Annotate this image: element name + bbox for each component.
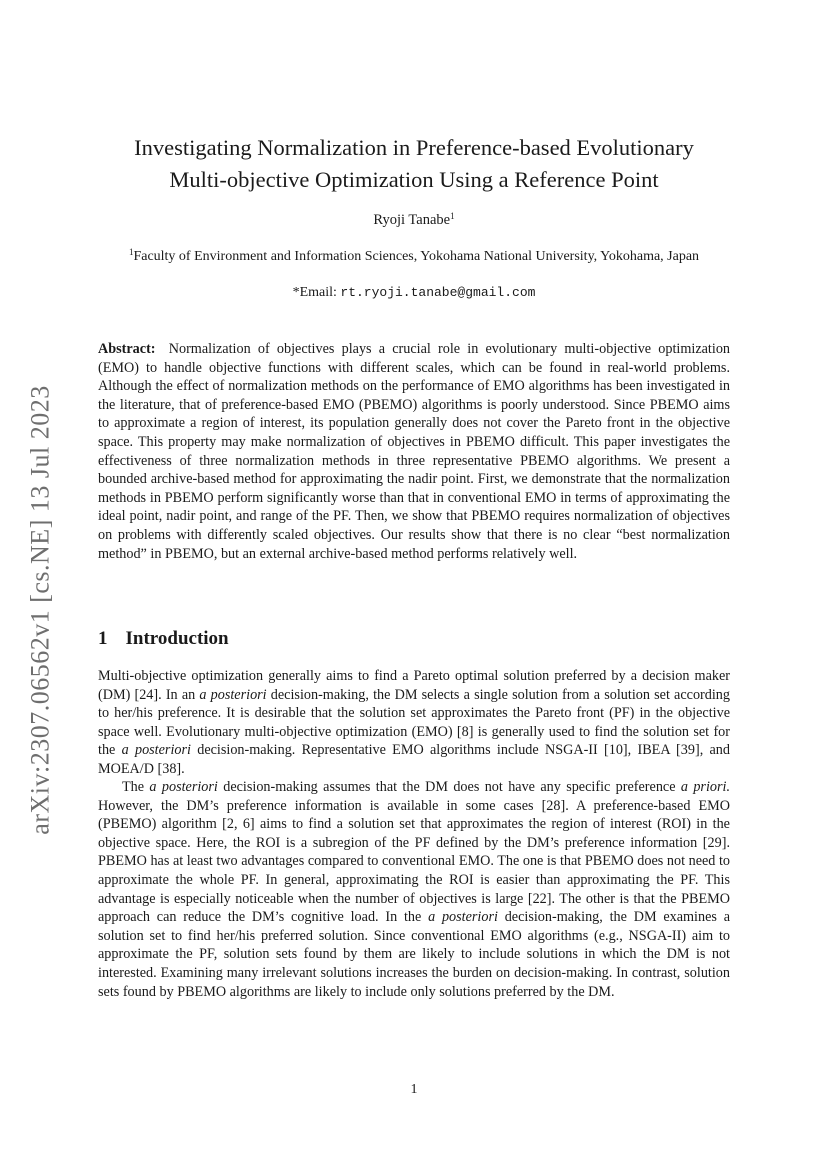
- email-prefix: *Email:: [292, 285, 341, 300]
- intro-paragraph-1: [98, 667, 730, 779]
- affiliation-mark: 1: [128, 247, 134, 257]
- title-line-2: Multi-objective Optimization Using a Reference Point: [169, 167, 659, 192]
- intro-p2-text: However, the DM’s preference information is available in some cases [28]. A preference-based EMO (PBEMO) algorithm [2, 6] aims to find a solution set that approximates the region of interest (ROI) in the objective space. Here, the ROI is a subregion of the PF defined by the DM’s preference information [29]. PBEMO has at least two advantages compared to conventional EMO. The one is that PBEMO does not need to approximate the whole PF. In general, approximating the ROI is easier than approximating the PF. This advantage is especially noticeable when the number of objectives is large [22]. The other is that the PBEMO approach can reduce the DM’s cognitive load. In the: [98, 797, 730, 926]
- intro-p1-text: decision-making, the DM selects a single solution from a solution set according to her/his preference. It is desirable that the solution set approximates the Pareto front (PF) in the objective space well. Evolutionary multi-objective optimization (EMO) [8] is generally used to find the solution set for the: [98, 686, 730, 759]
- intro-p2-emphasis: a priori.: [680, 779, 730, 795]
- abstract-label: Abstract:: [98, 341, 156, 357]
- abstract: [98, 340, 730, 563]
- intro-p2-text: decision-making, the DM examines a solution set to find her/his preferred solution. Since conventional EMO algorithms (e.g., NSGA-II) aim to approximate the PF, solution sets found by them are likely to include solutions in which the DM is not interested. Examining many irrelevant solutions increases the burden on decision-making. In contrast, solution sets found by PBEMO algorithms are likely to include only solutions preferred by the DM.: [98, 909, 730, 1000]
- author-affiliation-mark: 1: [450, 211, 455, 221]
- arxiv-stamp: [16, 370, 66, 850]
- abstract-text: Normalization of objectives plays a crucial role in evolutionary multi-objective optimization (EMO) to handle objective functions with different scales, which can be found in real-world problems. Although the effect of normalization methods on the performance of EMO algorithms has been investigated in the literature, that of preference-based EMO (PBEMO) algorithms is poorly understood. Since PBEMO aims to approximate a region of interest, its population generally does not cover the Pareto front in the objective space. This property may make normalization of objectives in PBEMO difficult. This paper investigates the effectiveness of three normalization methods in three representative PBEMO algorithms. We present a bounded archive-based method for approximating the nadir point. First, we demonstrate that the normalization methods in PBEMO perform significantly worse than that in conventional EMO in terms of approximating the ideal point, nadir point, and range of the PF. Then, we show that PBEMO requires normalization of objectives on problems with differently scaled objectives. Our results show that there is no clear “best normalization method” in PBEMO, but an external archive-based method performs relatively well.: [98, 341, 731, 562]
- intro-p2-text: decision-making assumes that the DM does not have any specific preference: [217, 779, 681, 795]
- section-title: Introduction: [125, 628, 229, 649]
- intro-p1-text: Multi-objective optimization generally aims to find a Pareto optimal solution preferred by a decision maker (DM) [24]. In an: [98, 668, 730, 703]
- intro-paragraph-2: [98, 778, 730, 1001]
- paper-title: [98, 132, 730, 196]
- intro-p1-emphasis: a posteriori: [199, 686, 267, 703]
- section-heading-introduction: [98, 628, 229, 650]
- intro-p1-emphasis: a posteriori: [121, 742, 191, 759]
- email-address[interactable]: rt.ryoji.tanabe@gmail.com: [340, 285, 536, 300]
- title-line-1: Investigating Normalization in Preference-based Evolutionary: [134, 135, 694, 160]
- section-number: 1: [98, 628, 108, 649]
- intro-p2-text: The: [122, 779, 150, 795]
- page-number: 1: [410, 1082, 418, 1097]
- affiliation-text: Faculty of Environment and Information Sciences, Yokohama National University, Yokohama, Japan: [133, 249, 700, 264]
- intro-p1-text: decision-making. Representative EMO algorithms include NSGA-II [10], IBEA [39], and MOEA/D [38].: [98, 742, 730, 777]
- intro-p2-emphasis: a posteriori: [428, 909, 498, 926]
- author-name: Ryoji Tanabe: [373, 212, 451, 228]
- author-line: [98, 212, 730, 229]
- arxiv-identifier: arXiv:2307.06562v1 [cs.NE] 13 Jul 2023: [26, 385, 55, 835]
- affiliation: [98, 247, 730, 266]
- intro-p2-emphasis: a posteriori: [149, 779, 218, 795]
- email-line: [98, 285, 730, 301]
